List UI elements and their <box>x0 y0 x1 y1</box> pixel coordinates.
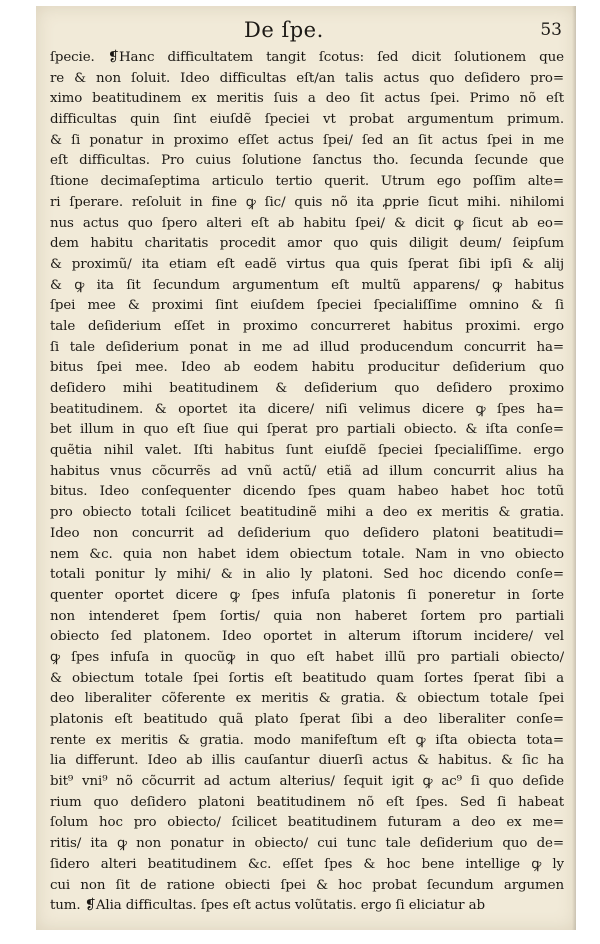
book-page <box>36 6 576 930</box>
page-header <box>36 16 576 46</box>
text-line: ſi tale deſiderium ponat in me ad illud producendum concurrit ha= <box>50 339 564 355</box>
text-line: totali ponitur ly mihi/ & in alio ly platoni. Sed hoc dicendo conſe= <box>50 567 564 583</box>
text-line: & proximũ/ ita etiam eſt eadẽ virtus qua quis ſperat ſibi ipſi & alij <box>50 256 564 272</box>
text-line: platonis eſt beatitudo quã plato ſperat ſibi a deo liberaliter conſe= <box>50 712 564 727</box>
text-line: ſpecie. ❡Hanc difficultatem tangit ſcotus: ſed dicit ſolutionem que <box>50 50 564 65</box>
body-text <box>50 48 564 917</box>
text-line: difficultas quin ſint eiuſdẽ ſpeciei vt probat argumentum primum. <box>50 112 564 128</box>
text-line: dem habitu charitatis procedit amor quo quis diligit deum/ ſeipſum <box>50 236 564 252</box>
text-line: ritis/ ita ꝙ non ponatur in obiecto/ cui tunc tale deſiderium quo de= <box>50 836 564 852</box>
text-line: ꝙ ſpes infuſa in quocũꝙ in quo eſt habet illũ pro partiali obiecto/ <box>50 649 564 665</box>
text-line: pro obiecto totali ſcilicet beatitudinẽ mihi a deo ex meritis & gratia. <box>50 505 564 521</box>
text-line: & ſi ponatur in proximo eſſet actus ſpei/ ſed an ſit actus ſpei in me <box>50 132 564 148</box>
text-line: lia differunt. Ideo ab illis cauſantur diuerſi actus & habitus. & ſic ha <box>50 753 564 769</box>
text-line: rium quo deſidero platoni beatitudinem nõ eſt ſpes. Sed ſi habeat <box>50 794 564 810</box>
text-line: deſidero mihi beatitudinem & deſiderium quo deſidero proximo <box>50 381 564 396</box>
text-line: bet illum in quo eſt ſiue qui ſperat pro partiali obiecto. & iſta conſe= <box>50 422 564 438</box>
text-line: quenter oportet dicere ꝙ ſpes infuſa platonis ſi poneretur in ſorte <box>50 587 564 603</box>
text-line: bit⁹ vni⁹ nõ cõcurrit ad actum alterius/ ſequit igit ꝙ ac⁹ ſi quo deſide <box>50 774 564 790</box>
text-line: obiecto ſed platonem. Ideo oportet in alterum iſtorum incidere/ vel <box>50 629 564 645</box>
page-number: 53 <box>540 20 562 40</box>
text-line: ximo beatitudinem ex meritis ſuis a deo ſit actus ſpei. Primo nõ eſt <box>50 91 564 107</box>
running-head: De ſpe. <box>244 18 324 42</box>
text-line: bitus. Ideo conſequenter dicendo ſpes quam habeo habet hoc totũ <box>50 484 564 500</box>
text-line: nem &c. quia non habet idem obiectum totale. Nam in vno obiecto <box>50 546 564 562</box>
text-line: quẽtia nihil valet. Iſti habitus ſunt eiuſdẽ ſpeciei ſpecialiſſime. ergo <box>50 443 564 459</box>
text-line: & ꝙ ita ſit ſecundum argumentum eſt multũ apparens/ ꝙ habitus <box>50 277 564 293</box>
text-line: ſtione decimaſeptima articulo tertio querit. Utrum ego poſſim alte= <box>50 174 564 190</box>
page-edge-shadow <box>572 6 576 930</box>
text-line: ri ſperare. reſoluit in fine ꝙ ſic/ quis nõ ita ꝓprie ſicut mihi. nihilomi <box>50 194 564 210</box>
text-line: tale deſiderium eſſet in proximo concurreret habitus proximi. ergo <box>50 318 564 334</box>
text-line: nus actus quo ſpero alteri eſt ab habitu ſpei/ & dicit ꝙ ſicut ab eo= <box>50 215 564 231</box>
text-line: ſidero alteri beatitudinem &c. eſſet ſpes & hoc bene intellige ꝙ ly <box>50 856 564 872</box>
text-line: ſpei mee & proximi ſint eiuſdem ſpeciei ſpecialiſſime omnino & ſi <box>50 298 564 314</box>
text-line: tum. ❡Alia difficultas. ſpes eſt actus volũtatis. ergo ſi eliciatur ab <box>50 898 485 914</box>
text-line: deo liberaliter cõferente ex meritis & gratia. & obiectum totale ſpei <box>50 691 564 707</box>
text-line: habitus vnus cõcurrẽs ad vnũ actũ/ etiã ad illum concurrit alius ha <box>50 463 564 479</box>
text-line: cui non ſit de ratione obiecti ſpei & hoc probat ſecundum argumen <box>50 877 564 893</box>
text-line: rente ex meritis & gratia. modo manifeſtum eſt ꝙ iſta obiecta tota= <box>50 732 564 748</box>
text-line: & obiectum totale ſpei ſortis eſt beatitudo quam ſortes ſperat ſibi a <box>50 670 564 686</box>
text-line: beatitudinem. & oportet ita dicere/ niſi velimus dicere ꝙ ſpes ha= <box>50 401 564 417</box>
text-line: ſolum hoc pro obiecto/ ſcilicet beatitudinem futuram a deo ex me= <box>50 815 564 831</box>
text-line: bitus ſpei mee. Ideo ab eodem habitu producitur deſiderium quo <box>50 360 564 376</box>
text-line: non intenderet ſpem ſortis/ quia non haberet ſortem pro partiali <box>50 608 564 624</box>
text-line: eſt difficultas. Pro cuius ſolutione ſanctus tho. ſecunda ſecunde que <box>50 153 564 169</box>
text-line: re & non ſoluit. Ideo difficultas eſt/an talis actus quo deſidero pro= <box>50 70 564 86</box>
text-line: Ideo non concurrit ad deſiderium quo deſidero platoni beatitudi= <box>50 525 564 541</box>
